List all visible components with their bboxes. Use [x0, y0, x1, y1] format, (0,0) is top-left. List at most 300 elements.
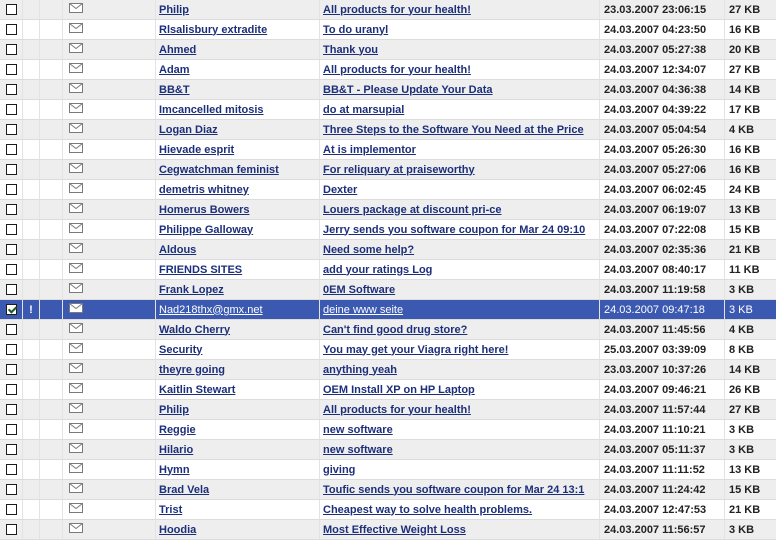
sender-link[interactable]: Nad218thx@gmx.net [159, 303, 263, 316]
envelope-cell [63, 380, 156, 400]
sender-link[interactable]: Philip [159, 3, 189, 16]
size-cell: 20 KB [725, 40, 776, 60]
sender-link[interactable]: Cegwatchman feminist [159, 163, 279, 176]
envelope-cell [63, 180, 156, 200]
envelope-icon [69, 423, 83, 436]
row-select-cell [0, 220, 23, 240]
sender-link[interactable]: Hievade esprit [159, 143, 235, 156]
row-checkbox[interactable] [6, 24, 17, 35]
attachment-cell [40, 180, 63, 200]
subject-link[interactable]: giving [323, 463, 356, 476]
envelope-cell [63, 140, 156, 160]
row-select-cell [0, 160, 23, 180]
subject-link[interactable]: For reliquary at praiseworthy [323, 163, 475, 176]
envelope-cell [63, 440, 156, 460]
row-checkbox[interactable] [6, 4, 17, 15]
envelope-cell [63, 280, 156, 300]
table-row[interactable] [0, 220, 776, 240]
row-checkbox[interactable] [6, 464, 17, 475]
subject-link[interactable]: All products for your health! [323, 3, 471, 16]
table-row[interactable] [0, 300, 776, 320]
sender-cell [156, 200, 320, 220]
date-cell: 24.03.2007 05:27:06 [600, 160, 725, 180]
table-row[interactable] [0, 20, 776, 40]
subject-cell [320, 180, 600, 200]
date-cell: 24.03.2007 09:47:18 [600, 300, 725, 320]
sender-link[interactable]: Kaitlin Stewart [159, 383, 236, 396]
row-select-cell [0, 380, 23, 400]
attachment-cell [40, 20, 63, 40]
sender-cell [156, 300, 320, 320]
envelope-icon [69, 263, 83, 276]
envelope-cell [63, 0, 156, 20]
envelope-cell [63, 100, 156, 120]
sender-link[interactable]: Reggie [159, 423, 196, 436]
row-select-cell [0, 420, 23, 440]
envelope-icon [69, 463, 83, 476]
sender-cell [156, 160, 320, 180]
row-select-cell [0, 60, 23, 80]
table-row[interactable] [0, 0, 776, 20]
priority-flag [23, 500, 40, 520]
envelope-icon [69, 123, 83, 136]
sender-link[interactable]: demetris whitney [159, 183, 249, 196]
row-select-cell [0, 140, 23, 160]
sender-link[interactable]: Frank Lopez [159, 283, 224, 296]
attachment-cell [40, 360, 63, 380]
subject-cell [320, 380, 600, 400]
sender-link[interactable]: Homerus Bowers [159, 203, 250, 216]
row-checkbox[interactable] [6, 184, 17, 195]
envelope-cell [63, 500, 156, 520]
priority-flag: ! [23, 300, 40, 320]
sender-link[interactable]: Logan Diaz [159, 123, 218, 136]
sender-cell [156, 240, 320, 260]
sender-link[interactable]: Rlsalisbury extradite [159, 23, 268, 36]
date-cell: 24.03.2007 05:27:38 [600, 40, 725, 60]
subject-cell [320, 220, 600, 240]
priority-flag [23, 80, 40, 100]
priority-flag [23, 340, 40, 360]
sender-cell [156, 320, 320, 340]
row-checkbox[interactable] [6, 244, 17, 255]
sender-cell [156, 480, 320, 500]
priority-flag [23, 480, 40, 500]
table-row[interactable] [0, 520, 776, 540]
subject-link[interactable]: OEM Install XP on HP Laptop [323, 383, 475, 396]
sender-cell [156, 100, 320, 120]
subject-cell [320, 100, 600, 120]
attachment-cell [40, 100, 63, 120]
subject-link[interactable]: add your ratings Log [323, 263, 433, 276]
attachment-cell [40, 40, 63, 60]
size-cell: 3 KB [725, 280, 776, 300]
sender-link[interactable]: Hoodia [159, 523, 197, 536]
row-select-cell [0, 440, 23, 460]
envelope-icon [69, 23, 83, 36]
priority-flag [23, 140, 40, 160]
row-select-cell [0, 500, 23, 520]
envelope-cell [63, 20, 156, 40]
subject-link[interactable]: Can't find good drug store? [323, 323, 468, 336]
row-select-cell [0, 180, 23, 200]
envelope-cell [63, 520, 156, 540]
row-select-cell [0, 120, 23, 140]
table-row[interactable] [0, 500, 776, 520]
subject-link[interactable]: Three Steps to the Software You Need at the Price [323, 123, 584, 136]
row-select-cell [0, 460, 23, 480]
attachment-cell [40, 420, 63, 440]
sender-link[interactable]: Security [159, 343, 203, 356]
attachment-cell [40, 480, 63, 500]
envelope-icon [69, 3, 83, 16]
row-checkbox[interactable] [6, 124, 17, 135]
sender-link[interactable]: theyre going [159, 363, 226, 376]
sender-cell [156, 120, 320, 140]
sender-cell [156, 260, 320, 280]
subject-cell [320, 400, 600, 420]
attachment-cell [40, 160, 63, 180]
row-select-cell [0, 300, 23, 320]
table-row[interactable] [0, 280, 776, 300]
sender-link[interactable]: Hymn [159, 463, 190, 476]
row-checkbox[interactable] [6, 104, 17, 115]
subject-cell [320, 20, 600, 40]
size-cell: 13 KB [725, 200, 776, 220]
sender-cell [156, 340, 320, 360]
sender-cell [156, 220, 320, 240]
sender-cell [156, 280, 320, 300]
subject-cell [320, 160, 600, 180]
row-select-cell [0, 260, 23, 280]
subject-cell [320, 480, 600, 500]
sender-link[interactable]: Aldous [159, 243, 197, 256]
row-checkbox[interactable] [6, 364, 17, 375]
priority-flag [23, 420, 40, 440]
sender-link[interactable]: Waldo Cherry [159, 323, 231, 336]
subject-cell [320, 500, 600, 520]
priority-flag [23, 460, 40, 480]
table-row[interactable] [0, 320, 776, 340]
sender-link[interactable]: Philip [159, 403, 189, 416]
sender-cell [156, 460, 320, 480]
date-cell: 23.03.2007 10:37:26 [600, 360, 725, 380]
subject-link[interactable]: You may get your Viagra right here! [323, 343, 509, 356]
attachment-cell [40, 500, 63, 520]
priority-flag [23, 360, 40, 380]
size-cell: 14 KB [725, 80, 776, 100]
table-row[interactable] [0, 140, 776, 160]
subject-link[interactable]: Toufic sends you software coupon for Mar 24 13:1 [323, 483, 585, 496]
size-cell: 26 KB [725, 380, 776, 400]
attachment-cell [40, 260, 63, 280]
table-row[interactable] [0, 40, 776, 60]
sender-cell [156, 180, 320, 200]
table-row[interactable] [0, 400, 776, 420]
row-checkbox[interactable] [6, 444, 17, 455]
table-row[interactable] [0, 440, 776, 460]
table-row[interactable] [0, 480, 776, 500]
sender-link[interactable]: BB&T [159, 83, 190, 96]
date-cell: 24.03.2007 11:56:57 [600, 520, 725, 540]
subject-link[interactable]: Most Effective Weight Loss [323, 523, 466, 536]
row-checkbox[interactable] [6, 44, 17, 55]
date-cell: 24.03.2007 04:36:38 [600, 80, 725, 100]
envelope-icon [69, 383, 83, 396]
envelope-icon [69, 243, 83, 256]
sender-link[interactable]: Hilario [159, 443, 194, 456]
row-checkbox[interactable] [6, 344, 17, 355]
priority-flag [23, 320, 40, 340]
row-checkbox[interactable] [6, 424, 17, 435]
subject-cell [320, 240, 600, 260]
table-row[interactable] [0, 380, 776, 400]
subject-link[interactable]: Jerry sends you software coupon for Mar 24 09:10 [323, 223, 586, 236]
subject-link[interactable]: anything yeah [323, 363, 397, 376]
size-cell: 3 KB [725, 440, 776, 460]
sender-cell [156, 60, 320, 80]
envelope-icon [69, 343, 83, 356]
priority-flag [23, 0, 40, 20]
size-cell: 27 KB [725, 60, 776, 80]
envelope-cell [63, 240, 156, 260]
subject-link[interactable]: BB&T - Please Update Your Data [323, 83, 493, 96]
envelope-icon [69, 303, 83, 316]
row-checkbox[interactable] [6, 144, 17, 155]
envelope-cell [63, 300, 156, 320]
row-checkbox[interactable] [6, 384, 17, 395]
subject-cell [320, 260, 600, 280]
sender-link[interactable]: Adam [159, 63, 190, 76]
date-cell: 24.03.2007 11:10:21 [600, 420, 725, 440]
sender-link[interactable]: Philippe Galloway [159, 223, 254, 236]
priority-flag [23, 400, 40, 420]
subject-cell [320, 200, 600, 220]
row-checkbox[interactable] [6, 324, 17, 335]
attachment-cell [40, 460, 63, 480]
size-cell: 4 KB [725, 320, 776, 340]
table-row[interactable] [0, 160, 776, 180]
row-select-cell [0, 40, 23, 60]
envelope-icon [69, 483, 83, 496]
attachment-cell [40, 340, 63, 360]
size-cell: 3 KB [725, 520, 776, 540]
row-checkbox[interactable] [6, 284, 17, 295]
table-row[interactable] [0, 180, 776, 200]
envelope-icon [69, 503, 83, 516]
size-cell: 11 KB [725, 260, 776, 280]
row-checkbox[interactable] [6, 224, 17, 235]
priority-flag [23, 280, 40, 300]
envelope-icon [69, 43, 83, 56]
envelope-icon [69, 103, 83, 116]
table-row[interactable] [0, 420, 776, 440]
attachment-cell [40, 60, 63, 80]
row-select-cell [0, 320, 23, 340]
date-cell: 24.03.2007 04:23:50 [600, 20, 725, 40]
date-cell: 24.03.2007 05:26:30 [600, 140, 725, 160]
table-row[interactable] [0, 460, 776, 480]
sender-cell [156, 0, 320, 20]
subject-link[interactable]: new software [323, 423, 393, 436]
envelope-icon [69, 363, 83, 376]
envelope-cell [63, 160, 156, 180]
sender-link[interactable]: FRIENDS SITES [159, 263, 243, 276]
envelope-icon [69, 223, 83, 236]
attachment-cell [40, 400, 63, 420]
priority-flag [23, 180, 40, 200]
attachment-cell [40, 240, 63, 260]
subject-link[interactable]: do at marsupial [323, 103, 405, 116]
priority-flag [23, 520, 40, 540]
sender-cell [156, 80, 320, 100]
envelope-cell [63, 120, 156, 140]
date-cell: 24.03.2007 12:47:53 [600, 500, 725, 520]
row-select-cell [0, 200, 23, 220]
row-checkbox[interactable] [6, 524, 17, 535]
row-select-cell [0, 400, 23, 420]
priority-flag [23, 260, 40, 280]
size-cell: 16 KB [725, 160, 776, 180]
row-select-cell [0, 360, 23, 380]
priority-flag [23, 100, 40, 120]
row-select-cell [0, 280, 23, 300]
size-cell: 13 KB [725, 460, 776, 480]
envelope-cell [63, 200, 156, 220]
sender-link[interactable]: Imcancelled mitosis [159, 103, 264, 116]
date-cell: 24.03.2007 07:22:08 [600, 220, 725, 240]
table-row[interactable] [0, 360, 776, 380]
size-cell: 21 KB [725, 240, 776, 260]
subject-link[interactable]: Thank you [323, 43, 379, 56]
subject-link[interactable]: To do uranyl [323, 23, 389, 36]
sender-cell [156, 40, 320, 60]
subject-cell [320, 140, 600, 160]
envelope-icon [69, 143, 83, 156]
row-checkbox[interactable] [6, 64, 17, 75]
size-cell: 21 KB [725, 500, 776, 520]
size-cell: 4 KB [725, 120, 776, 140]
sender-cell [156, 20, 320, 40]
date-cell: 24.03.2007 12:34:07 [600, 60, 725, 80]
envelope-cell [63, 220, 156, 240]
date-cell: 24.03.2007 05:11:37 [600, 440, 725, 460]
subject-link[interactable]: Louers package at discount pri-ce [323, 203, 502, 216]
priority-flag [23, 60, 40, 80]
table-row[interactable] [0, 80, 776, 100]
sender-cell [156, 520, 320, 540]
attachment-cell [40, 200, 63, 220]
row-checkbox[interactable] [6, 404, 17, 415]
subject-link[interactable]: new software [323, 443, 393, 456]
subject-link[interactable]: deine www seite [323, 303, 404, 316]
attachment-cell [40, 140, 63, 160]
subject-link[interactable]: All products for your health! [323, 403, 471, 416]
row-checkbox[interactable] [6, 164, 17, 175]
priority-flag [23, 240, 40, 260]
sender-link[interactable]: Brad Vela [159, 483, 210, 496]
subject-link[interactable]: 0EM Software [323, 283, 396, 296]
attachment-cell [40, 380, 63, 400]
row-select-cell [0, 480, 23, 500]
table-row[interactable] [0, 60, 776, 80]
table-row[interactable] [0, 340, 776, 360]
envelope-cell [63, 260, 156, 280]
envelope-cell [63, 80, 156, 100]
attachment-cell [40, 520, 63, 540]
row-checkbox[interactable] [6, 504, 17, 515]
row-checkbox[interactable] [6, 264, 17, 275]
subject-cell [320, 440, 600, 460]
date-cell: 24.03.2007 05:04:54 [600, 120, 725, 140]
row-select-cell [0, 340, 23, 360]
subject-link[interactable]: Dexter [323, 183, 358, 196]
subject-cell [320, 120, 600, 140]
envelope-cell [63, 60, 156, 80]
envelope-cell [63, 40, 156, 60]
envelope-cell [63, 320, 156, 340]
size-cell: 8 KB [725, 340, 776, 360]
attachment-cell [40, 280, 63, 300]
priority-flag [23, 440, 40, 460]
envelope-icon [69, 523, 83, 536]
envelope-cell [63, 340, 156, 360]
envelope-icon [69, 63, 83, 76]
size-cell: 16 KB [725, 20, 776, 40]
size-cell: 27 KB [725, 400, 776, 420]
row-select-cell [0, 100, 23, 120]
subject-link[interactable]: All products for your health! [323, 63, 471, 76]
envelope-cell [63, 360, 156, 380]
sender-link[interactable]: Trist [159, 503, 183, 516]
size-cell: 15 KB [725, 480, 776, 500]
row-checkbox[interactable] [6, 484, 17, 495]
table-row[interactable] [0, 260, 776, 280]
envelope-icon [69, 163, 83, 176]
sender-cell [156, 140, 320, 160]
envelope-icon [69, 83, 83, 96]
date-cell: 24.03.2007 08:40:17 [600, 260, 725, 280]
table-row[interactable] [0, 120, 776, 140]
priority-flag [23, 380, 40, 400]
table-row[interactable] [0, 100, 776, 120]
row-checkbox[interactable] [6, 84, 17, 95]
subject-cell [320, 460, 600, 480]
sender-cell [156, 400, 320, 420]
size-cell: 15 KB [725, 220, 776, 240]
size-cell: 14 KB [725, 360, 776, 380]
size-cell: 24 KB [725, 180, 776, 200]
envelope-cell [63, 420, 156, 440]
envelope-icon [69, 403, 83, 416]
envelope-icon [69, 203, 83, 216]
priority-flag [23, 220, 40, 240]
attachment-cell [40, 300, 63, 320]
subject-cell [320, 340, 600, 360]
size-cell: 27 KB [725, 0, 776, 20]
row-checkbox[interactable] [6, 304, 17, 315]
size-cell: 17 KB [725, 100, 776, 120]
subject-link[interactable]: Need some help? [323, 243, 415, 256]
row-checkbox[interactable] [6, 204, 17, 215]
table-row[interactable] [0, 240, 776, 260]
sender-link[interactable]: Ahmed [159, 43, 197, 56]
envelope-icon [69, 183, 83, 196]
subject-link[interactable]: At is implementor [323, 143, 416, 156]
table-row[interactable] [0, 200, 776, 220]
subject-link[interactable]: Cheapest way to solve health problems. [323, 503, 533, 516]
sender-cell [156, 380, 320, 400]
